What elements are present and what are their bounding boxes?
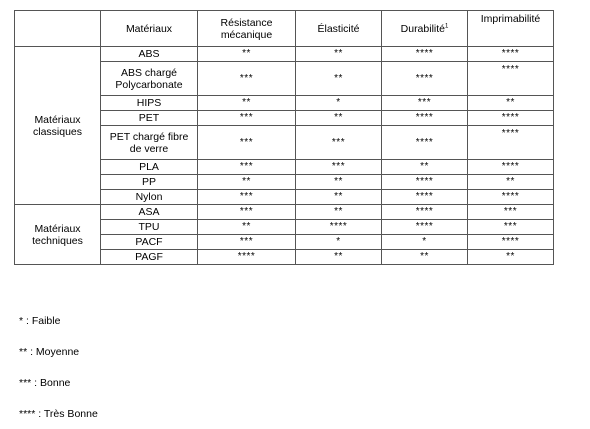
elasticity-rating: ***: [296, 160, 382, 175]
elasticity-rating: **: [296, 190, 382, 205]
legend-moyenne: ** : Moyenne: [19, 346, 80, 358]
resistance-rating: ***: [198, 111, 296, 126]
printability-rating: ****: [468, 126, 554, 160]
resistance-rating: ***: [198, 205, 296, 220]
elasticity-rating: **: [296, 205, 382, 220]
resistance-rating: ***: [198, 126, 296, 160]
legend-tres-bonne: **** : Très Bonne: [19, 408, 98, 420]
table-row: [15, 47, 554, 62]
material-name: ASA: [101, 205, 198, 220]
durability-rating: ****: [382, 205, 468, 220]
printability-rating: ****: [468, 235, 554, 250]
group-label-technical: Matériaux techniques: [15, 205, 101, 265]
elasticity-rating: **: [296, 175, 382, 190]
header-row: [15, 11, 554, 47]
material-name: PLA: [101, 160, 198, 175]
printability-rating: ***: [468, 205, 554, 220]
elasticity-rating: ***: [296, 126, 382, 160]
header-resistance: Résistance mécanique: [198, 11, 296, 47]
resistance-rating: **: [198, 220, 296, 235]
durability-rating: ***: [382, 96, 468, 111]
elasticity-rating: **: [296, 62, 382, 96]
printability-rating: **: [468, 175, 554, 190]
durability-rating: **: [382, 250, 468, 265]
resistance-rating: **: [198, 96, 296, 111]
material-name: PP: [101, 175, 198, 190]
group-label-classic: Matériaux classiques: [15, 47, 101, 205]
durability-rating: ****: [382, 190, 468, 205]
printability-rating: **: [468, 250, 554, 265]
durability-rating: ****: [382, 62, 468, 96]
printability-rating: ****: [468, 47, 554, 62]
elasticity-rating: *: [296, 235, 382, 250]
material-name: PET chargé fibre de verre: [101, 126, 198, 160]
table-row: [15, 205, 554, 220]
durability-rating: ****: [382, 111, 468, 126]
resistance-rating: ***: [198, 62, 296, 96]
footnote-marker: 1: [445, 23, 449, 29]
elasticity-rating: **: [296, 250, 382, 265]
elasticity-rating: *: [296, 96, 382, 111]
resistance-rating: ****: [198, 250, 296, 265]
material-name: ABS: [101, 47, 198, 62]
durability-rating: ****: [382, 47, 468, 62]
printability-rating: **: [468, 96, 554, 111]
resistance-rating: ***: [198, 235, 296, 250]
printability-rating: ****: [468, 190, 554, 205]
printability-rating: ****: [468, 62, 554, 96]
header-durability: Durabilité$^1$: [382, 11, 468, 47]
printability-rating: ***: [468, 220, 554, 235]
durability-rating: *: [382, 235, 468, 250]
durability-rating: ****: [382, 220, 468, 235]
material-name: TPU: [101, 220, 198, 235]
materials-table: [14, 10, 554, 265]
material-name: PAGF: [101, 250, 198, 265]
durability-rating: ****: [382, 126, 468, 160]
material-name: HIPS: [101, 96, 198, 111]
durability-rating: ****: [382, 175, 468, 190]
header-materials: Matériaux: [101, 11, 198, 47]
printability-rating: ****: [468, 160, 554, 175]
material-name: Nylon: [101, 190, 198, 205]
header-elasticity: Élasticité: [296, 11, 382, 47]
header-printability: Imprimabilité: [468, 11, 554, 47]
legend-faible: * : Faible: [19, 315, 61, 327]
printability-rating: ****: [468, 111, 554, 126]
legend-bonne: *** : Bonne: [19, 377, 71, 389]
header-empty: [15, 11, 101, 47]
resistance-rating: **: [198, 47, 296, 62]
resistance-rating: ***: [198, 190, 296, 205]
material-name: PACF: [101, 235, 198, 250]
elasticity-rating: **: [296, 47, 382, 62]
durability-rating: **: [382, 160, 468, 175]
elasticity-rating: ****: [296, 220, 382, 235]
material-name: ABS chargé Polycarbonate: [101, 62, 198, 96]
resistance-rating: **: [198, 175, 296, 190]
material-name: PET: [101, 111, 198, 126]
elasticity-rating: **: [296, 111, 382, 126]
resistance-rating: ***: [198, 160, 296, 175]
